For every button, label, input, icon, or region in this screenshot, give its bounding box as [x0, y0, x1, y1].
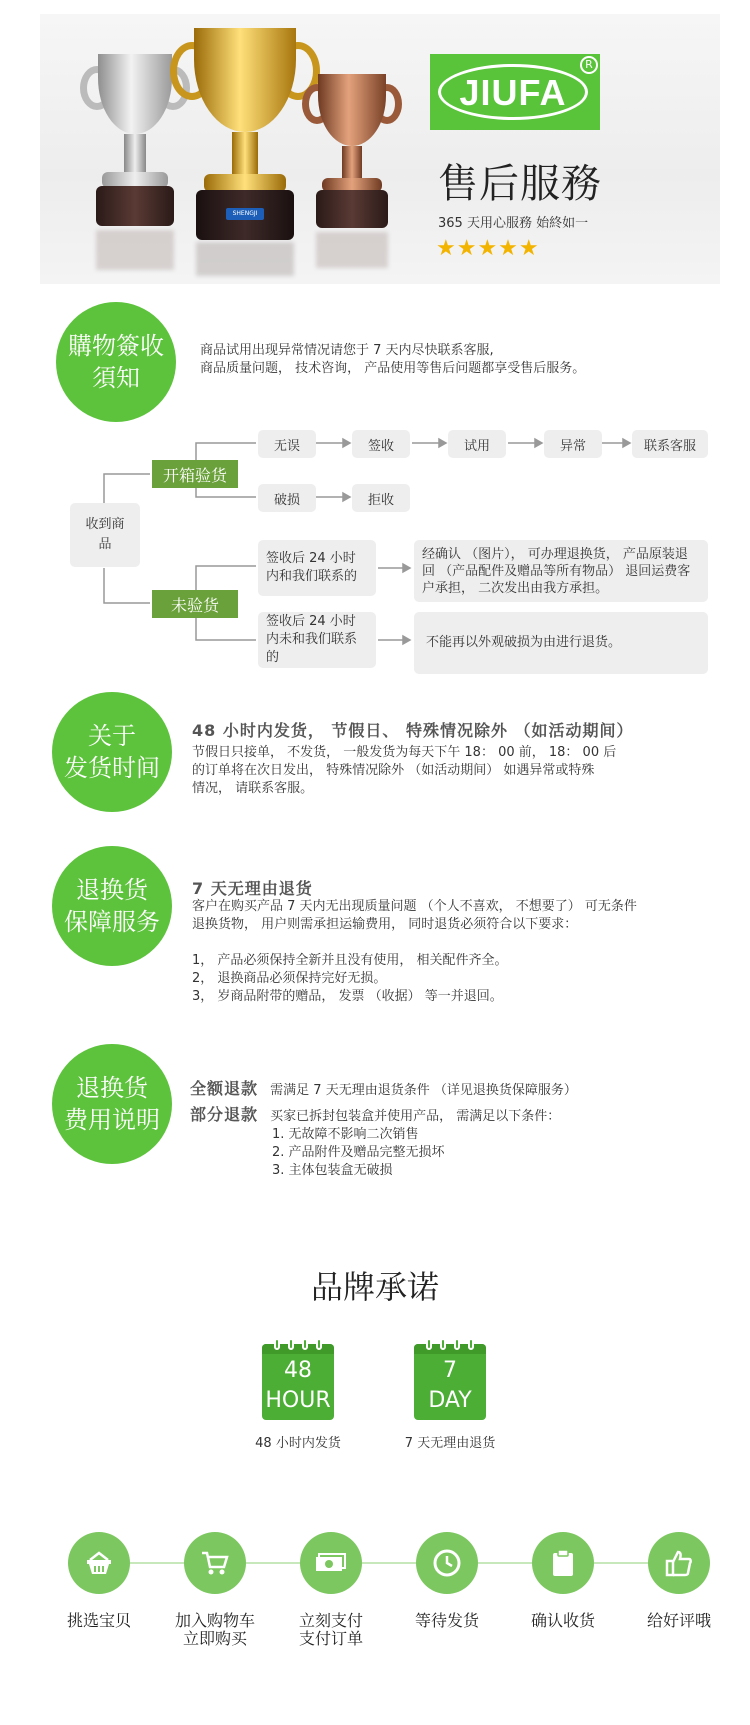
step-label-line: 加入购物车: [174, 1611, 255, 1630]
flow-step-box: 联系客服: [632, 430, 708, 458]
return-line: 退换货物， 用户则需承担运输费用， 同时退货必须符合以下要求：: [192, 917, 578, 932]
notice-line: 商品试用出现异常情况请您于 7 天内尽快联系客服,: [200, 343, 494, 358]
shipping-circle: [52, 692, 172, 812]
circle-line: 关于: [88, 722, 136, 750]
return-fee-full: [190, 1080, 577, 1100]
trophy-plate: SHENGJI: [226, 208, 264, 220]
step-connector: [362, 1562, 416, 1564]
step-connector: [246, 1562, 300, 1564]
banner-subtitle: 365 天用心服務 始終如一: [438, 216, 589, 231]
calendar-7-day-icon: [414, 1344, 486, 1420]
flow-label: 未验货: [170, 595, 219, 615]
step-label: [276, 1612, 386, 1648]
flow-not-checked-box: [152, 590, 238, 618]
notice-line: 商品质量问题， 技术咨询， 产品使用等售后问题都享受售后服务。: [200, 361, 586, 376]
return-line: 客户在购买产品 7 天内无出现质量问题 （个人不喜欢， 不想要了） 可无条件: [192, 899, 637, 914]
registered-mark: R: [580, 56, 598, 74]
shipping-line: 情况， 请联系客服。: [192, 781, 314, 796]
return-requirement-item: 2， 退换商品必须保持完好无损。: [192, 971, 387, 986]
return-guarantee-heading: 7 天无理由退货: [192, 879, 313, 898]
partial-refund-conditions: [272, 1126, 445, 1180]
flow-step-box: 无误: [258, 430, 316, 458]
partial-condition-item: 1. 无故障不影响二次销售: [272, 1127, 419, 1142]
calendar-unit: DAY: [428, 1388, 472, 1413]
return-guarantee-text: [192, 880, 637, 1006]
step-connector: [130, 1562, 184, 1564]
circle-line: 退换货: [76, 876, 148, 904]
clock-icon: [416, 1532, 478, 1594]
flow-step-box: 拒收: [352, 484, 410, 512]
shipping-text: [192, 722, 634, 798]
calendar-caption: 7 天无理由退货: [404, 1436, 496, 1451]
clipboard-icon: [532, 1532, 594, 1594]
calendar-number: 7: [443, 1358, 457, 1383]
step-label-line: 给好评哦: [646, 1611, 711, 1630]
return-fee-circle: [52, 1044, 172, 1164]
logo-text: JIUFA: [459, 72, 567, 113]
return-requirement-item: 1， 产品必须保持全新并且没有使用， 相关配件齐全。: [192, 953, 508, 968]
flow-step-box: 签收: [352, 430, 410, 458]
full-refund-label: 全额退款: [190, 1079, 259, 1098]
step-label-line: 确认收货: [530, 1611, 595, 1630]
flow-case1-result: 经确认 （图片）， 可办理退换货， 产品原装退回 （产品配件及赠品等所有物品） 退回运费客户承担， 二次发出由我方承担。: [414, 540, 708, 602]
banner-title: 售后服務: [438, 161, 602, 207]
flow-case2-condition: 签收后 24 小时内未和我们联系的: [258, 612, 376, 668]
full-refund-text: 需满足 7 天无理由退货条件 （详见退换货保障服务）: [270, 1083, 577, 1098]
thumbs-up-icon: [648, 1532, 710, 1594]
partial-condition-item: 2. 产品附件及赠品完整无损坏: [272, 1145, 445, 1160]
step-label: [624, 1612, 734, 1630]
rating-stars-icon: ★★★★★: [436, 236, 540, 261]
step-label: [44, 1612, 154, 1630]
calendar-number: 48: [284, 1358, 312, 1383]
basket-icon: [68, 1532, 130, 1594]
flow-case2-result: 不能再以外观破损为由进行退货。: [414, 612, 708, 674]
step-label: [508, 1612, 618, 1630]
brand-promise-title: 品牌承诺: [310, 1268, 439, 1306]
flow-step-box: 试用: [448, 430, 506, 458]
circle-line: 須知: [92, 364, 140, 392]
step-label-line: 挑选宝贝: [66, 1611, 131, 1630]
partial-refund-text: 买家已拆封包装盒并使用产品， 需满足以下条件：: [270, 1109, 561, 1124]
step-label-line: 支付订单: [298, 1629, 363, 1648]
step-connector: [478, 1562, 532, 1564]
return-requirement-item: 3， 岁商品附带的赠品， 发票 （收据） 等一并退回。: [192, 989, 503, 1004]
shipping-heading: 48 小时内发货， 节假日、 特殊情况除外 （如活动期间）: [192, 721, 634, 740]
return-fee-partial: [190, 1106, 560, 1126]
flow-step-box: 破损: [258, 484, 316, 512]
circle-line: 購物簽收: [68, 332, 164, 360]
step-connector: [594, 1562, 648, 1564]
circle-line: 退换货: [76, 1074, 148, 1102]
money-icon: [300, 1532, 362, 1594]
flow-label: 开箱验货: [162, 465, 227, 485]
step-label-line: 立即购买: [182, 1629, 247, 1648]
shipping-line: 的订单将在次日发出， 特殊情况除外 （如活动期间） 如遇异常或特殊: [192, 763, 595, 778]
cart-icon: [184, 1532, 246, 1594]
shipping-line: 节假日只接单， 不发货， 一般发货为每天下午 18： 00 前， 18： 00 后: [192, 745, 617, 760]
circle-line: 保障服务: [64, 908, 160, 936]
calendar-caption: 48 小时内发货: [255, 1436, 341, 1451]
step-label: [392, 1612, 502, 1630]
calendar-48-hour-icon: [262, 1344, 334, 1420]
flow-open-check-box: [152, 460, 238, 488]
flow-label: 收到商品: [85, 517, 125, 552]
calendar-unit: HOUR: [265, 1388, 331, 1413]
step-label-line: 等待发货: [414, 1611, 479, 1630]
partial-refund-label: 部分退款: [190, 1105, 259, 1124]
circle-line: 发货时间: [64, 754, 160, 782]
flow-case1-condition: 签收后 24 小时内和我们联系的: [258, 540, 376, 596]
step-label-line: 立刻支付: [298, 1611, 363, 1630]
partial-condition-item: 3. 主体包装盒无破损: [272, 1163, 393, 1178]
flow-received-box: [70, 503, 140, 567]
flow-step-box: 异常: [544, 430, 602, 458]
return-guarantee-circle: [52, 846, 172, 966]
step-label: [160, 1612, 270, 1648]
circle-line: 费用说明: [64, 1106, 160, 1134]
